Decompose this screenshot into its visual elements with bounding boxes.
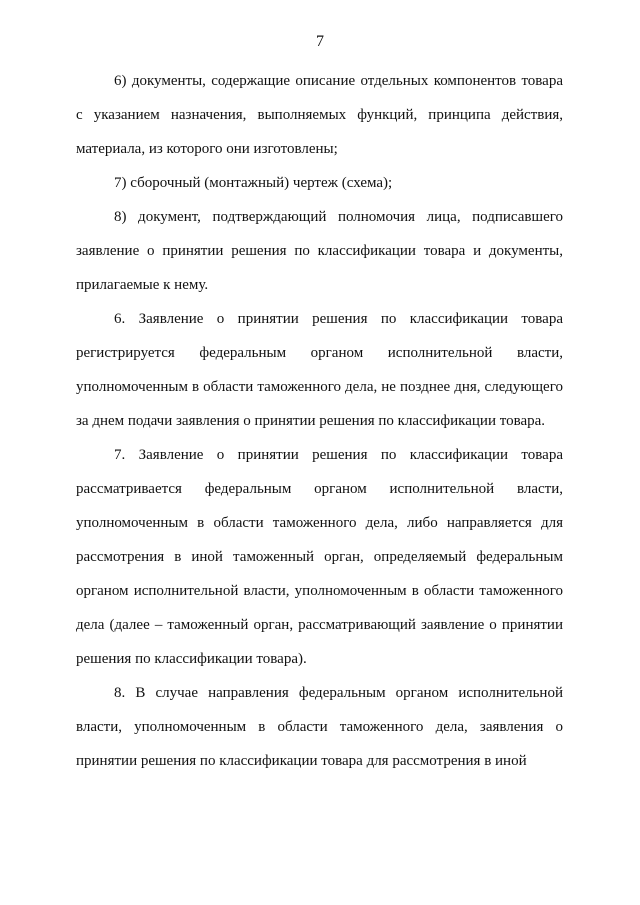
document-body xyxy=(76,64,563,778)
clause-6: 6. Заявление о принятии решения по классификации товара регистрируется федеральным органом исполнительной власти, уполномоченным в области таможенного дела, не позднее дня, следующего за днем подачи заявления о принятии решения по классификации товара. xyxy=(76,311,563,429)
list-item-8: 8) документ, подтверждающий полномочия лица, подписавшего заявление о принятии решения по классификации товара и документы, прилагаемые к нему. xyxy=(76,209,563,293)
list-item-7: 7) сборочный (монтажный) чертеж (схема); xyxy=(114,175,393,191)
clause-8: 8. В случае направления федеральным органом исполнительной власти, уполномоченным в области таможенного дела, заявления о принятии решения по классификации товара для рассмотрения в иной xyxy=(76,685,563,769)
page-number: 7 xyxy=(316,33,324,50)
clause-7: 7. Заявление о принятии решения по классификации товара рассматривается федеральным органом исполнительной власти, уполномоченным в области таможенного дела, либо направляется для рассмотрения в иной таможенный орган, определяемый федеральным органом исполнительной власти, уполномоченным в области таможенного дела (далее – таможенный орган, рассматривающий заявление о принятии решения по классификации товара). xyxy=(76,447,563,667)
list-item-6: 6) документы, содержащие описание отдельных компонентов товара с указанием назначения, выполняемых функций, принципа действия, материала, из которого они изготовлены; xyxy=(76,73,563,157)
